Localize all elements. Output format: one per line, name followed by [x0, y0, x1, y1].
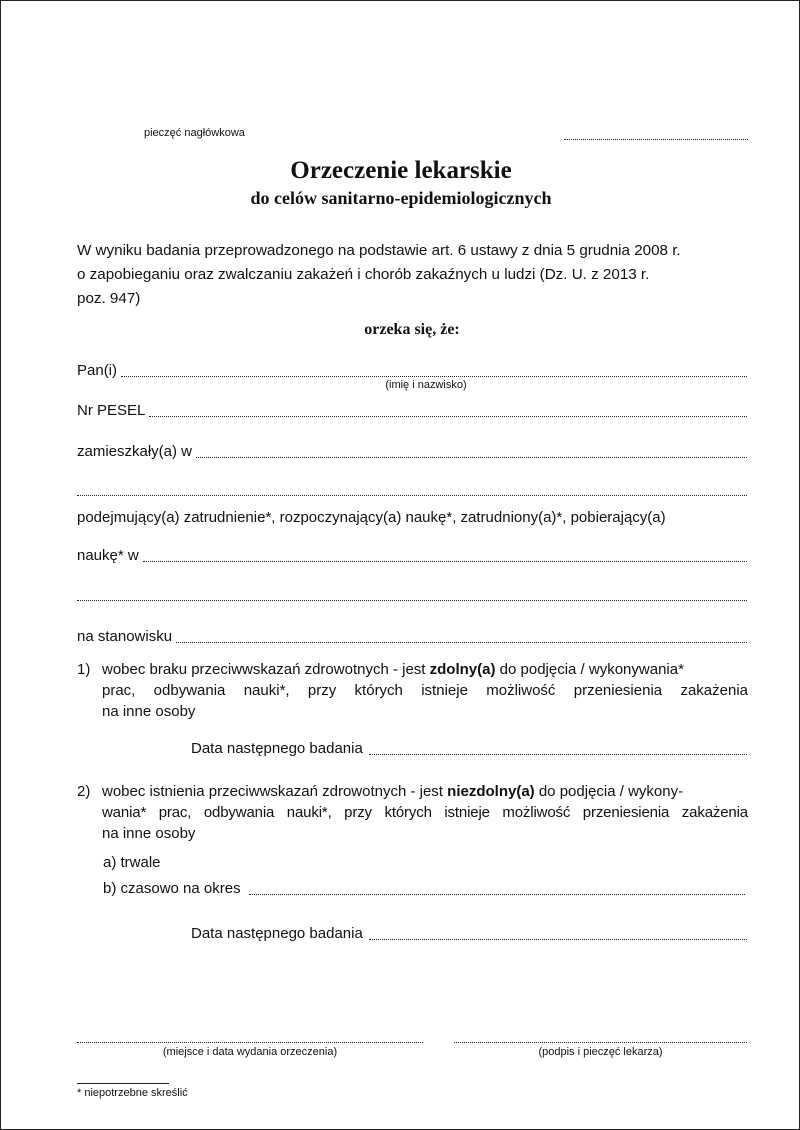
- section-unfit: [77, 781, 748, 844]
- next-exam-field[interactable]: [369, 927, 747, 940]
- stamp-dotted-line: [564, 129, 748, 140]
- section-line: wania* prac, odbywania nauki*, przy których istnieje możliwość przeniesienia zakażenia: [102, 804, 748, 821]
- address-field-row-2: [77, 483, 747, 496]
- section-text: wobec istnienia przeciwwskazań zdrowotnych - jest: [102, 783, 448, 800]
- footnote: * niepotrzebne skreślić: [77, 1087, 188, 1099]
- pesel-field[interactable]: [149, 404, 747, 417]
- section-text: do podjęcia / wykony-: [534, 783, 684, 800]
- address-field[interactable]: [196, 445, 747, 458]
- next-exam-label: Data następnego badania: [191, 925, 363, 942]
- signature-label: (podpis i pieczęć lekarza): [538, 1046, 663, 1058]
- signature-field[interactable]: [454, 1032, 747, 1043]
- place-date-field[interactable]: [77, 1032, 423, 1043]
- section-text: wobec braku przeciwwskazań zdrowotnych - jest: [102, 661, 430, 678]
- next-exam-field[interactable]: [369, 742, 747, 755]
- school-field-continuation[interactable]: [77, 588, 747, 601]
- next-exam-row-2: [191, 925, 747, 943]
- option-temporary[interactable]: b) czasowo na okres: [103, 880, 241, 897]
- position-field-row: [77, 628, 747, 646]
- school-field-label: naukę* w: [77, 547, 139, 564]
- name-field[interactable]: [121, 364, 747, 377]
- address-field-continuation[interactable]: [77, 483, 747, 496]
- fit-verdict: zdolny(a): [429, 661, 496, 678]
- ruling-heading: orzeka się, że:: [364, 321, 460, 338]
- intro-line: poz. 947): [77, 290, 141, 307]
- school-field-row: [77, 547, 747, 565]
- intro-line: W wyniku badania przeprowadzonego na podstawie art. 6 ustawy z dnia 5 grudnia 2008 r.: [77, 242, 681, 259]
- address-field-label: zamieszkały(a) w: [77, 443, 193, 460]
- next-exam-row-1: [191, 740, 747, 758]
- period-field[interactable]: [249, 882, 745, 895]
- section-line: prac, odbywania nauki*, przy których istnieje możliwość przeniesienia zakażenia: [102, 682, 748, 699]
- school-field-row-2: [77, 588, 747, 601]
- address-field-row: [77, 443, 747, 461]
- intro-line: o zapobieganiu oraz zwalczaniu zakażeń i chorób zakaźnych u ludzi (Dz. U. z 2013 r.: [77, 266, 650, 283]
- stamp-label: pieczęć nagłówkowa: [144, 127, 245, 139]
- section-number: 1): [77, 661, 91, 678]
- section-number: 2): [77, 783, 91, 800]
- page-subtitle: do celów sanitarno-epidemiologicznych: [250, 188, 552, 208]
- name-field-hint: (imię i nazwisko): [385, 379, 467, 391]
- footnote-divider: [77, 1083, 169, 1084]
- position-field-label: na stanowisku: [77, 628, 173, 645]
- next-exam-label: Data następnego badania: [191, 740, 363, 757]
- section-line: na inne osoby: [102, 703, 196, 720]
- intro-paragraph: [77, 239, 757, 311]
- pesel-field-label: Nr PESEL: [77, 402, 146, 419]
- place-date-label: (miejsce i data wydania orzeczenia): [162, 1046, 338, 1058]
- unfit-verdict: niezdolny(a): [447, 783, 535, 800]
- section-line: [102, 781, 748, 802]
- page-title: Orzeczenie lekarskie: [290, 157, 512, 184]
- section-line: na inne osoby: [102, 825, 196, 842]
- name-field-label: Pan(i): [77, 362, 118, 379]
- position-field[interactable]: [176, 630, 747, 643]
- option-temporary-row: [103, 880, 745, 898]
- section-line: [102, 659, 748, 680]
- occupation-text: podejmujący(a) zatrudnienie*, rozpoczynający(a) naukę*, zatrudniony(a)*, pobierający(a): [77, 509, 666, 526]
- name-field-row: [77, 362, 747, 380]
- school-field[interactable]: [143, 549, 747, 562]
- pesel-field-row: [77, 402, 747, 420]
- section-text: do podjęcia / wykonywania*: [495, 661, 684, 678]
- section-fit: [77, 659, 748, 722]
- option-permanent[interactable]: a) trwale: [103, 854, 161, 871]
